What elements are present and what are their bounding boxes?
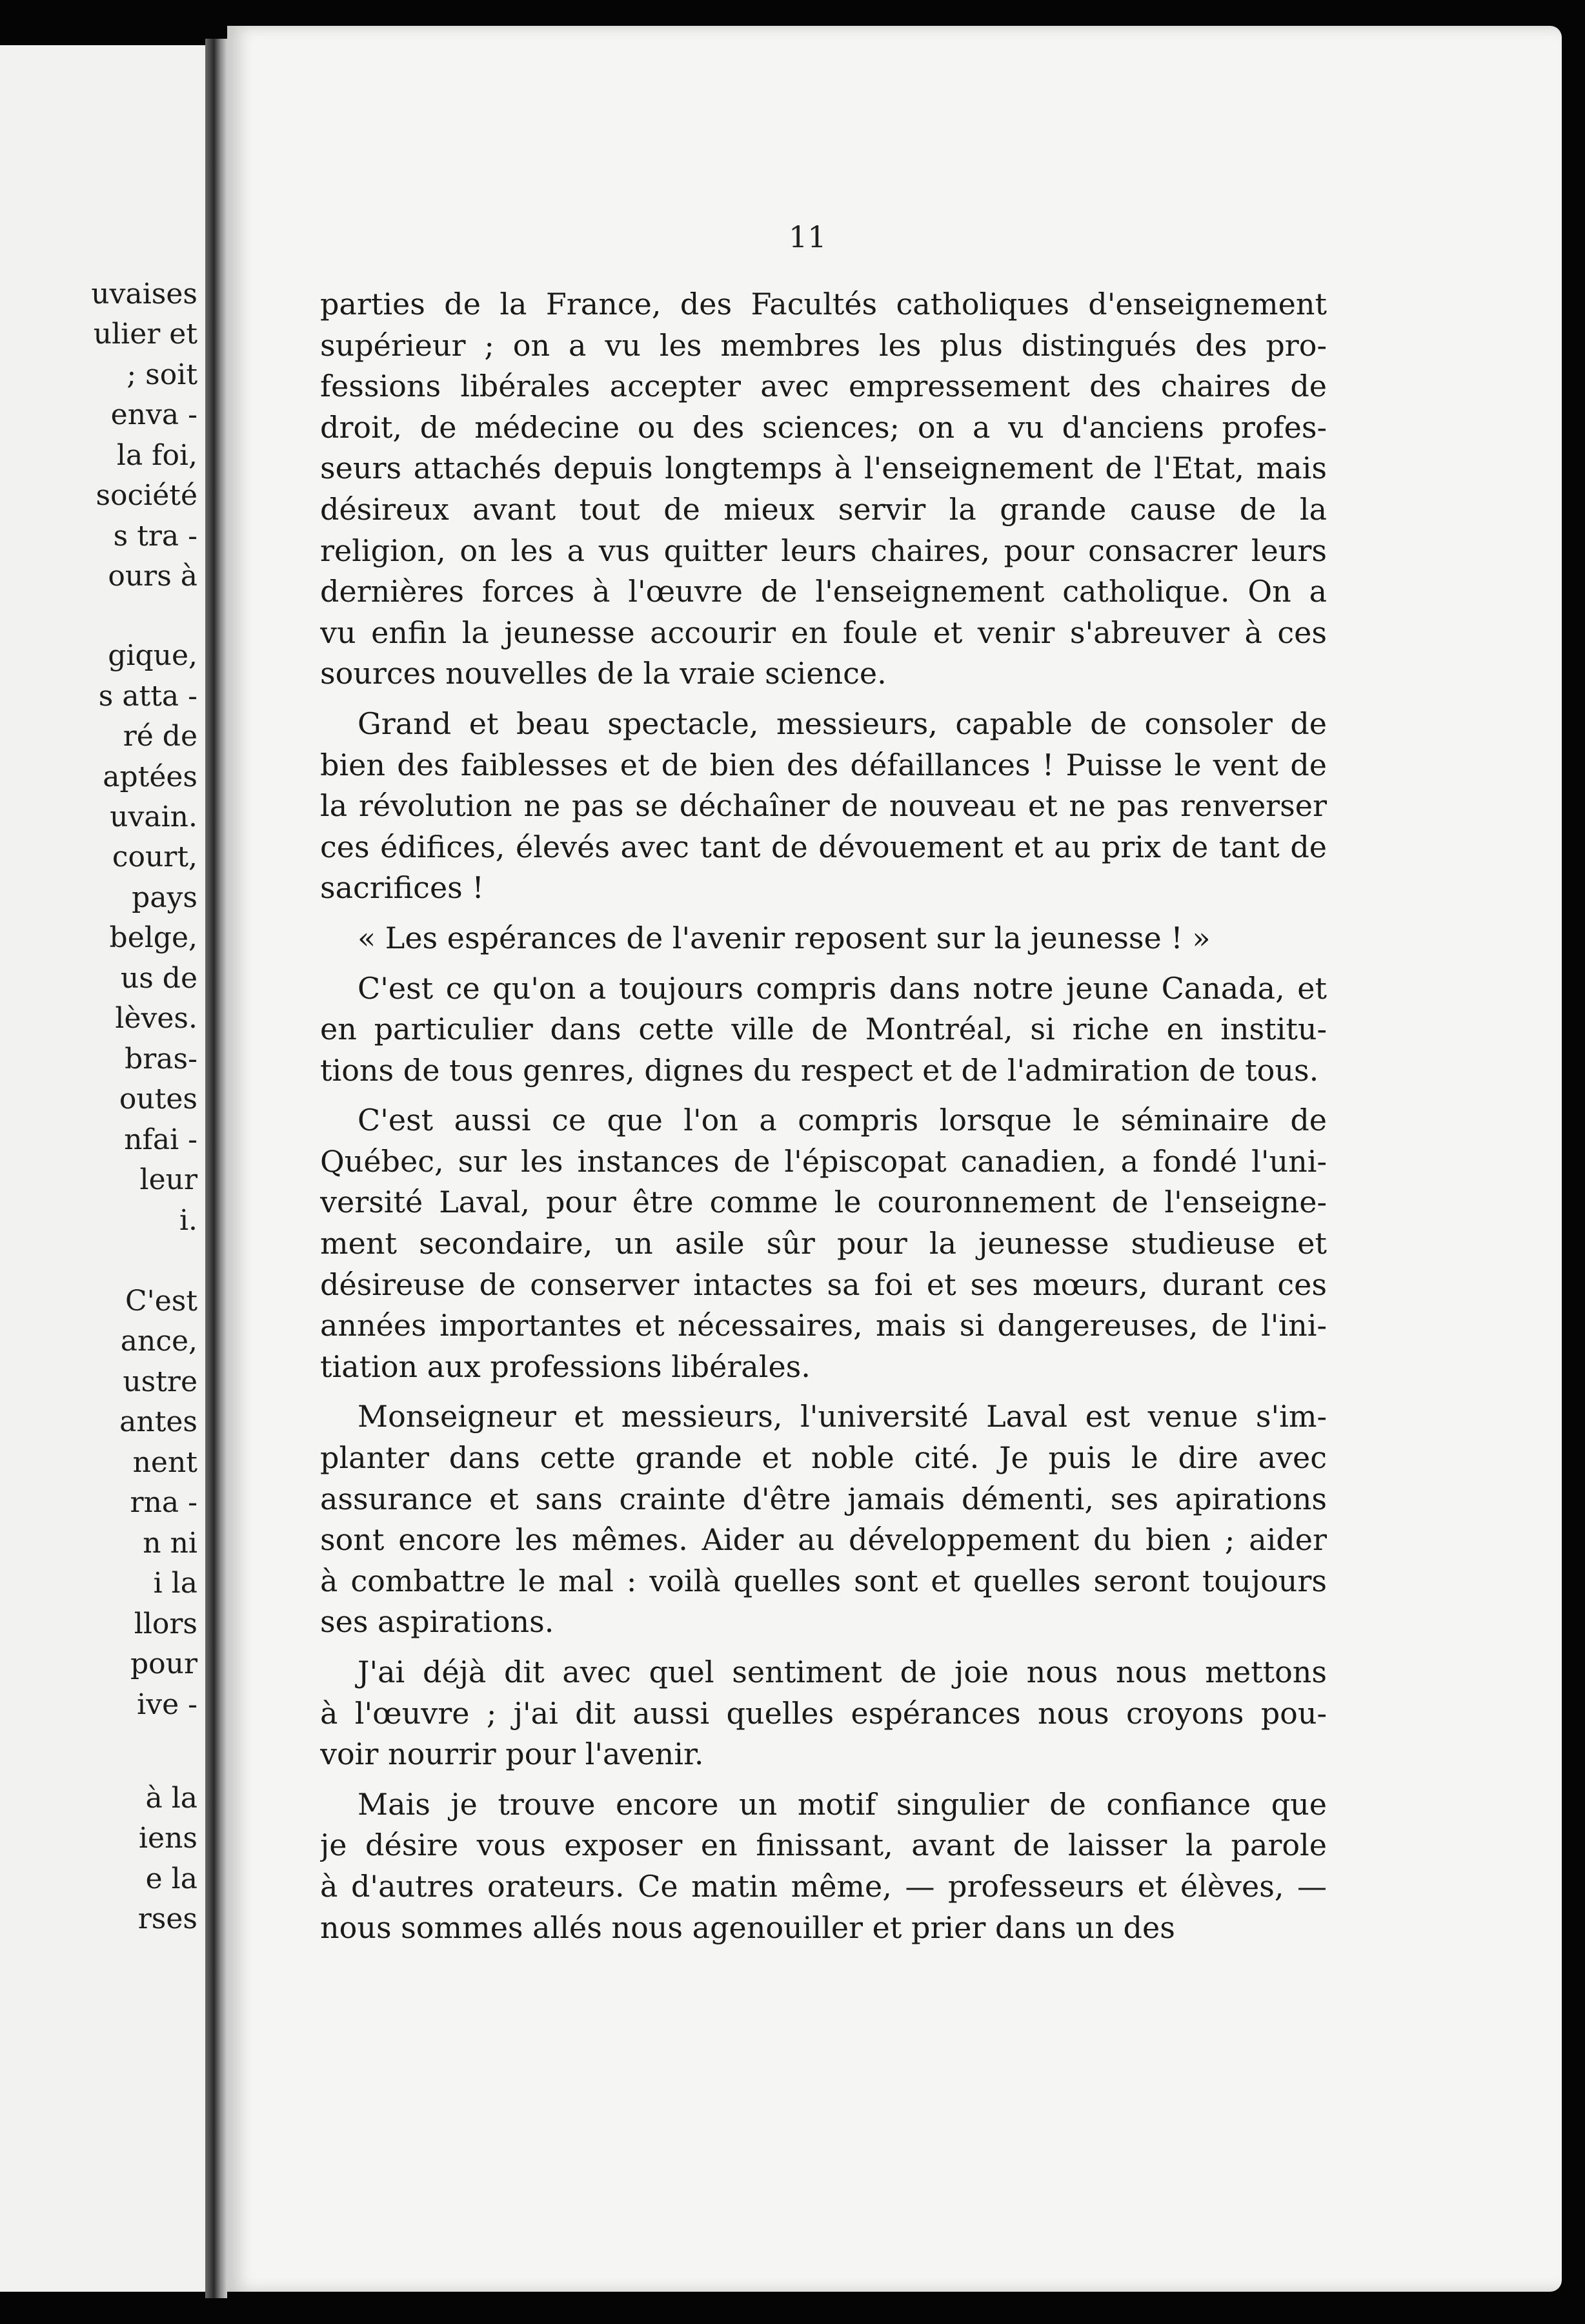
text-line: tiation aux professions libérales. <box>320 1349 811 1384</box>
text-line: Monseigneur et messieurs, l'université Laval est venue s'im- <box>358 1399 1327 1434</box>
previous-page-line: s atta - <box>98 680 197 713</box>
previous-page-line: ive - <box>137 1688 197 1721</box>
previous-page-line: ré de <box>123 720 197 753</box>
text-line: versité Laval, pour être comme le couronnement de l'enseigne- <box>320 1185 1327 1220</box>
paragraph-gap <box>320 1387 1327 1396</box>
text-line: à combattre le mal : voilà quelles sont et quelles seront toujours <box>320 1563 1327 1598</box>
book-gutter <box>205 39 227 2298</box>
text-line: ces édifices, élevés avec tant de dévouement et au prix de tant de <box>320 829 1327 864</box>
paragraph-gap <box>320 1091 1327 1100</box>
previous-page-line: rses <box>137 1902 197 1935</box>
previous-page-line: nfai - <box>124 1123 197 1156</box>
text-line: à l'œuvre ; j'ai dit aussi quelles espérances nous croyons pou- <box>320 1695 1327 1731</box>
text-line: seurs attachés depuis longtemps à l'enseignement de l'Etat, mais <box>320 451 1327 486</box>
previous-page-line: nent <box>132 1446 197 1479</box>
paragraph <box>320 704 1327 909</box>
text-line: en particulier dans cette ville de Montréal, si riche en institu- <box>320 1012 1327 1047</box>
text-line: fessions libérales accepter avec empressement des chaires de <box>320 369 1327 404</box>
previous-page-line: la foi, <box>116 439 197 472</box>
previous-page-line: i la <box>153 1567 197 1600</box>
text-line: années importantes et nécessaires, mais si dangereuses, de l'ini- <box>320 1308 1327 1343</box>
paragraph-gap <box>320 909 1327 918</box>
previous-page-line: C'est <box>125 1285 197 1318</box>
previous-page-line: enva - <box>110 398 197 431</box>
paragraph-gap <box>320 1643 1327 1652</box>
text-line: sont encore les mêmes. Aider au développement du bien ; aider <box>320 1522 1327 1558</box>
previous-page-line: antes <box>119 1405 197 1438</box>
text-line: la révolution ne pas se déchaîner de nouveau et ne pas renverser <box>320 788 1327 824</box>
previous-page-line: pour <box>130 1647 197 1680</box>
body-text <box>320 284 1327 1948</box>
previous-page-fragment <box>0 45 205 2292</box>
text-line: C'est aussi ce que l'on a compris lorsque le séminaire de <box>358 1103 1327 1138</box>
paragraph-gap <box>320 1775 1327 1784</box>
previous-page-line: uvaises <box>91 278 197 311</box>
previous-page-line: pays <box>132 881 197 914</box>
previous-page-line: bras- <box>125 1043 197 1075</box>
text-line: à d'autres orateurs. Ce matin même, — professeurs et élèves, — <box>320 1868 1327 1904</box>
text-line: sources nouvelles de la vraie science. <box>320 656 887 691</box>
previous-page-line: iens <box>138 1822 197 1855</box>
text-line: « Les espérances de l'avenir reposent sur la jeunesse ! » <box>358 920 1211 955</box>
text-line: planter dans cette grande et noble cité. Je puis le dire avec <box>320 1440 1327 1476</box>
previous-page-line: us de <box>120 962 197 995</box>
paragraph <box>320 1396 1327 1643</box>
text-line: religion, on les a vus quitter leurs chaires, pour consacrer leurs <box>320 533 1327 568</box>
text-line: désireuse de conserver intactes sa foi et ses mœurs, durant ces <box>320 1267 1327 1302</box>
paragraph <box>320 1784 1327 1948</box>
page-number: 11 <box>789 219 827 254</box>
text-line: J'ai déjà dit avec quel sentiment de joie nous nous mettons <box>358 1655 1327 1689</box>
previous-page-line: leur <box>139 1163 197 1196</box>
text-line: Grand et beau spectacle, messieurs, capable de consoler de <box>358 706 1327 741</box>
text-line: Mais je trouve encore un motif singulier de confiance que <box>358 1786 1327 1822</box>
text-line: je désire vous exposer en finissant, avant de laisser la parole <box>320 1828 1327 1863</box>
text-line: tions de tous genres, dignes du respect et de l'admiration de tous. <box>320 1052 1319 1088</box>
previous-page-line: gique, <box>108 639 197 672</box>
text-line: désireux avant tout de mieux servir la grande cause de la <box>320 491 1327 527</box>
previous-page-line: ance, <box>120 1325 197 1358</box>
previous-page-line: rna - <box>130 1486 197 1519</box>
previous-page-line: e la <box>145 1862 197 1895</box>
previous-page-line: ; soit <box>126 358 197 391</box>
text-line: supérieur ; on a vu les membres les plus distingués des pro- <box>320 327 1327 363</box>
previous-page-line: société <box>96 479 197 512</box>
previous-page-line: s tra - <box>113 520 197 553</box>
previous-page-line: aptées <box>103 760 197 793</box>
text-line: droit, de médecine ou des sciences; on a vu d'anciens profes- <box>320 409 1327 445</box>
text-line: parties de la France, des Facultés catholiques d'enseignement <box>320 287 1327 321</box>
text-line: assurance et sans crainte d'être jamais démenti, ses apirations <box>320 1481 1327 1516</box>
text-line: C'est ce qu'on a toujours compris dans notre jeune Canada, et <box>358 970 1327 1006</box>
text-line: bien des faiblesses et de bien des défaillances ! Puisse le vent de <box>320 747 1327 782</box>
previous-page-line: n ni <box>143 1527 197 1560</box>
text-line: voir nourrir pour l'avenir. <box>320 1737 704 1772</box>
previous-page-line: court, <box>112 841 197 873</box>
text-line: ses aspirations. <box>320 1604 554 1640</box>
previous-page-line: belge, <box>109 921 197 954</box>
previous-page-line: outes <box>119 1083 197 1116</box>
previous-page-line: uvain. <box>110 800 197 833</box>
previous-page-line: ustre <box>123 1365 197 1398</box>
previous-page-line: lèves. <box>115 1002 197 1035</box>
previous-page-line: ours à <box>108 560 197 593</box>
previous-page-line: à la <box>145 1782 197 1815</box>
previous-page-line: ulier et <box>93 318 197 351</box>
paragraph <box>320 284 1327 695</box>
paragraph <box>320 918 1327 959</box>
previous-page-line: llors <box>134 1607 197 1640</box>
text-line: dernières forces à l'œuvre de l'enseignement catholique. On a <box>320 574 1327 609</box>
paragraph-gap <box>320 695 1327 704</box>
previous-page-line: i. <box>179 1204 197 1237</box>
text-line: Québec, sur les instances de l'épiscopat canadien, a fondé l'uni- <box>320 1143 1327 1179</box>
page <box>227 26 1562 2292</box>
text-line: ment secondaire, un asile sûr pour la jeunesse studieuse et <box>320 1226 1327 1261</box>
text-line: vu enfin la jeunesse accourir en foule et venir s'abreuver à ces <box>320 615 1327 650</box>
text-line: sacrifices ! <box>320 870 484 906</box>
text-line: nous sommes allés nous agenouiller et prier dans un des <box>320 1910 1175 1945</box>
paragraph <box>320 968 1327 1092</box>
paragraph <box>320 1652 1327 1775</box>
paragraph-gap <box>320 959 1327 968</box>
paragraph <box>320 1100 1327 1387</box>
